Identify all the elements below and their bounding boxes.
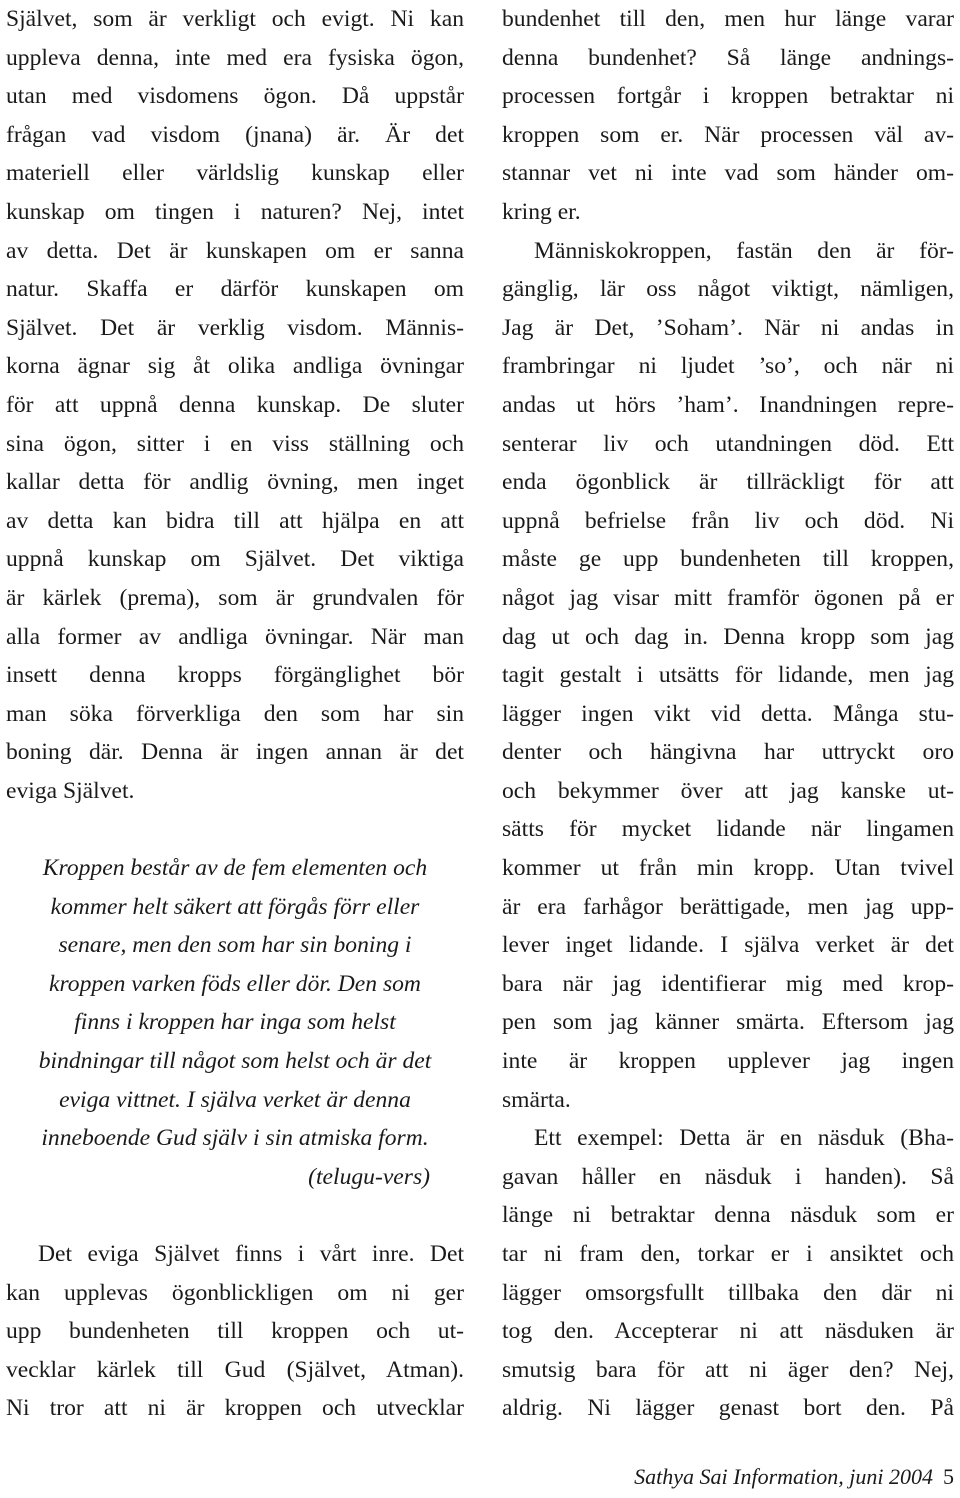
text-line: lägger ingen vikt vid detta. Många stu- [502,700,954,727]
text-line: lägger omsorgsfullt tillbaka den där ni [502,1279,954,1306]
text-line: tagit gestalt i utsätts för lidande, men jag [502,662,954,689]
body-paragraph-2 [6,1235,464,1428]
body-paragraph-5 [502,1119,954,1428]
text-line: smutsig bara för att ni äger den? Nej, [502,1356,954,1383]
text-line: kallar detta för andlig övning, men inget [6,469,464,496]
text-line: uppnå befrielse från liv och död. Ni [502,507,954,534]
text-line: av detta kan bidra till att hjälpa en att [6,507,464,534]
text-line: kring er. [502,198,581,225]
text-line: länge ni betraktar denna näsduk som er [502,1202,954,1229]
verse-line: Kroppen består av de fem elementen och [42,855,428,882]
text-line: korna ägnar sig åt olika andliga övningar [6,353,464,380]
text-line: boning där. Denna är ingen annan är det [6,739,464,766]
text-line: upp bundenheten till kroppen och ut- [6,1318,464,1345]
text-line: tog den. Accepterar ni att näsduken är [502,1318,954,1345]
verse-line: finns i kroppen har inga som helst [74,1009,396,1036]
text-line: inte är kroppen upplever jag ingen [502,1048,954,1075]
text-line: bundenhet till den, men hur länge varar [502,6,954,32]
text-line: dag ut och dag in. Denna kropp som jag [502,623,954,650]
text-line: sina ögon, sitter i en viss ställning och [6,430,464,457]
text-line: av detta. Det är kunskapen om er sanna [6,237,464,264]
text-line: tar ni fram den, torkar er i ansiktet och [502,1241,954,1267]
text-line: senterar liv och utandningen död. Ett [502,430,954,457]
text-line: stannar vet ni inte vad som händer om- [502,160,954,187]
text-line: smärta. [502,1086,571,1113]
verse-line: bindningar till något som helst och är det [38,1048,432,1075]
text-line: pen som jag känner smärta. Eftersom jag [502,1009,954,1036]
verse-source: (telugu-vers) [308,1163,430,1190]
text-line: uppnå kunskap om Självet. Det viktiga [6,546,464,573]
text-line: frambringar ni ljudet ’so’, och när ni [502,353,954,380]
text-line: natur. Skaffa er därför kunskapen om [6,276,464,303]
verse-quote [6,849,464,1196]
text-line: gavan håller en näsduk i handen). Så [502,1163,954,1190]
text-line: insett denna kropps förgänglighet bör [6,662,464,689]
text-line: kan upplevas ögonblickligen om ni ger [6,1279,464,1306]
text-line: enda ögonblick är tillräckligt för att [502,469,954,496]
text-line: gänglig, lär oss något viktigt, nämligen, [502,276,954,303]
text-line: Självet. Det är verklig visdom. Männis- [6,314,464,341]
text-line: sätts för mycket lidande när lingamen [502,816,954,843]
text-line: processen fortgår i kroppen betraktar ni [502,83,954,110]
text-line: kunskap om tingen i naturen? Nej, intet [6,198,464,225]
text-line: kroppen som er. När processen väl av- [502,121,954,148]
text-line: för att uppnå denna kunskap. De sluter [6,391,464,418]
verse-line: kroppen varken föds eller dör. Den som [49,970,421,997]
text-line: och bekymmer över att jag kanske ut- [502,777,954,804]
text-line: Det eviga Självet finns i vårt inre. Det [38,1241,464,1267]
text-line: frågan vad visdom (jnana) är. Är det [6,121,464,148]
text-line: andas ut hörs ’ham’. Inandningen repre- [502,391,954,418]
verse-line: eviga vittnet. I själva verket är denna [59,1086,411,1113]
text-line: Ni tror att ni är kroppen och utvecklar [6,1395,464,1422]
text-line: materiell eller världslig kunskap eller [6,160,464,187]
text-line: måste ge upp bundenheten till kroppen, [502,546,954,573]
page-number: 5 [943,1464,954,1489]
text-line: denna bundenhet? Så länge andnings- [502,44,954,71]
verse-line: inneboende Gud själv i sin atmiska form. [41,1125,429,1152]
body-paragraph-1 [6,0,464,810]
text-line: alla former av andliga övningar. När man [6,623,464,650]
text-line: uppleva denna, inte med era fysiska ögon, [6,44,464,71]
text-line: Människokroppen, fastän den är för- [534,237,954,264]
text-line: något jag visar mitt framför ögonen på er [502,584,954,611]
text-line: man söka förverkliga den som har sin [6,700,464,727]
text-line: bara när jag identifierar mig med krop- [502,970,954,997]
body-paragraph-4 [502,232,954,1120]
text-line: lever inget lidande. I själva verket är det [502,932,954,959]
text-line: Ett exempel: Detta är en näsduk (Bha- [534,1125,954,1152]
text-line: denter och hängivna har uttryckt oro [502,739,954,766]
right-column [502,0,954,1428]
text-line: eviga Självet. [6,777,135,804]
text-line: vecklar kärlek till Gud (Självet, Atman). [6,1356,464,1383]
page-footer [502,1462,954,1492]
text-line: Jag är Det, ’Soham’. När ni andas in [502,314,954,341]
body-paragraph-3 [502,0,954,232]
text-line: är kärlek (prema), som är grundvalen för [6,584,464,611]
publication-name: Sathya Sai Information, juni 2004 [634,1464,933,1489]
text-line: utan med visdomens ögon. Då uppstår [6,83,464,110]
text-line: aldrig. Ni lägger genast bort den. På [502,1395,954,1422]
left-column [6,0,464,1428]
text-line: Självet, som är verkligt och evigt. Ni kan [6,6,464,32]
verse-line: kommer helt säkert att förgås förr eller [50,893,420,920]
verse-line: senare, men den som har sin boning i [58,932,412,959]
text-line: kommer ut från min kropp. Utan tvivel [502,855,954,882]
text-line: är era farhågor berättigade, men jag upp- [502,893,954,920]
